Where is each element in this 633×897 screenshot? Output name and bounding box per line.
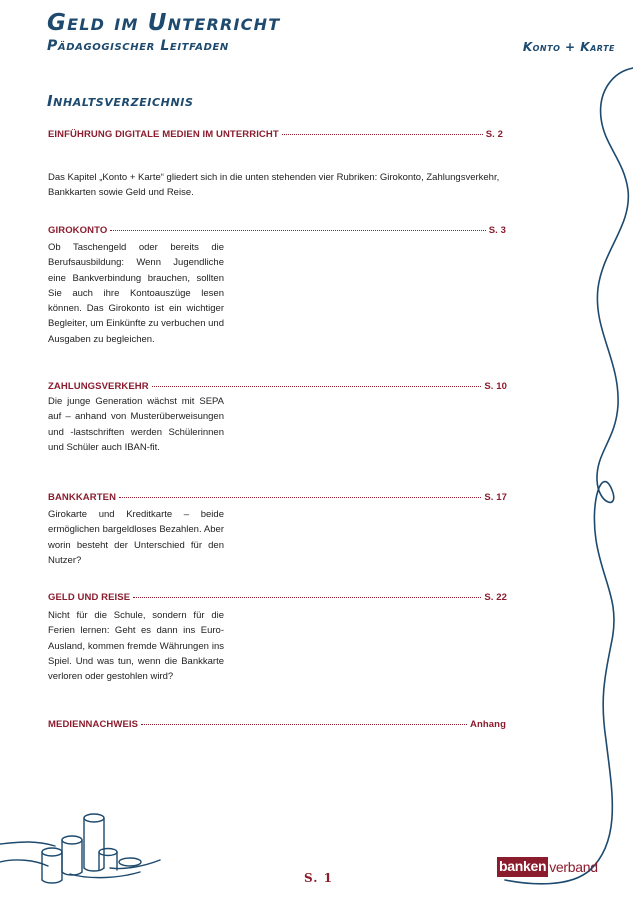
toc-entry-mediennachweis[interactable]: [48, 719, 506, 730]
toc-description-geld-und-reise: Nicht für die Schule, sondern für die Ferien lernen: Geht es dann ins Euro-Ausland, kommen fremde Währungen ins Spiel. Und was tun, wenn die Bankkarte verloren oder gestohlen wird?: [48, 610, 224, 683]
section-tag: Konto + Karte: [522, 40, 615, 54]
toc-dot-leader: [282, 134, 483, 135]
toc-dot-leader: [152, 386, 482, 387]
toc-entry-zahlungsverkehr[interactable]: [48, 381, 507, 392]
toc-heading: Inhaltsverzeichnis: [47, 92, 194, 110]
logo-part-verband: verband: [549, 859, 598, 875]
toc-entry-page: S. 3: [488, 225, 506, 236]
toc-entry-page: S. 2: [485, 129, 503, 140]
toc-entry-label: MEDIENNACHWEIS: [48, 719, 139, 730]
toc-description-girokonto: Ob Taschengeld oder bereits die Berufsausbildung: Wenn Jugendliche eine Bankverbindung brauchen, sollten Sie auch ihre Kontoauszüge lesen können. Das Girokonto ist ein wichtiger Begleiter, um Einkünfte zu verbuchen und Ausgaben zu begleichen.: [48, 242, 224, 345]
toc-entry-introduction[interactable]: [48, 129, 503, 140]
intro-text: Das Kapitel „Konto + Karte“ gliedert sich in die unten stehenden vier Rubriken: Girokonto, Zahlungsverkehr, Bankkarten sowie Geld und Reise.: [48, 172, 500, 198]
toc-dot-leader: [110, 230, 485, 231]
toc-description-zahlungsverkehr: Die junge Generation wächst mit SEPA auf – anhand von Musterüberweisungen und -lastschriften werden Schülerinnen und Schüler auch IBAN-fit.: [48, 396, 224, 453]
toc-entry-geld-und-reise[interactable]: [48, 592, 507, 603]
toc-entry-page: Anhang: [470, 719, 506, 730]
toc-entry-label: BANKKARTEN: [48, 492, 117, 503]
toc-dot-leader: [141, 724, 467, 725]
page-number: S. 1: [304, 871, 333, 885]
bankenverband-logo: [497, 857, 598, 877]
toc-entry-page: S. 22: [484, 592, 507, 603]
toc-entry-label: GELD UND REISE: [48, 592, 131, 603]
toc-entry-page: S. 17: [484, 492, 507, 503]
toc-entry-label: ZAHLUNGSVERKEHR: [48, 381, 149, 392]
toc-dot-leader: [133, 597, 481, 598]
page-title: Geld im Unterricht: [47, 10, 281, 36]
page-subtitle: Pädagogischer Leitfaden: [47, 38, 229, 54]
toc-entry-label: GIROKONTO: [48, 225, 108, 236]
toc-description-bankkarten: Girokarte und Kreditkarte – beide ermöglichen bargeldloses Bezahlen. Aber worin besteht der Unterschied für den Nutzer?: [48, 509, 224, 566]
toc-dot-leader: [119, 497, 481, 498]
toc-entry-label: EINFÜHRUNG DIGITALE MEDIEN IM UNTERRICHT: [48, 129, 279, 140]
toc-entry-page: S. 10: [484, 381, 507, 392]
toc-entry-bankkarten[interactable]: [48, 492, 507, 503]
toc-entry-girokonto[interactable]: [48, 225, 506, 236]
logo-part-banken: banken: [497, 857, 548, 877]
